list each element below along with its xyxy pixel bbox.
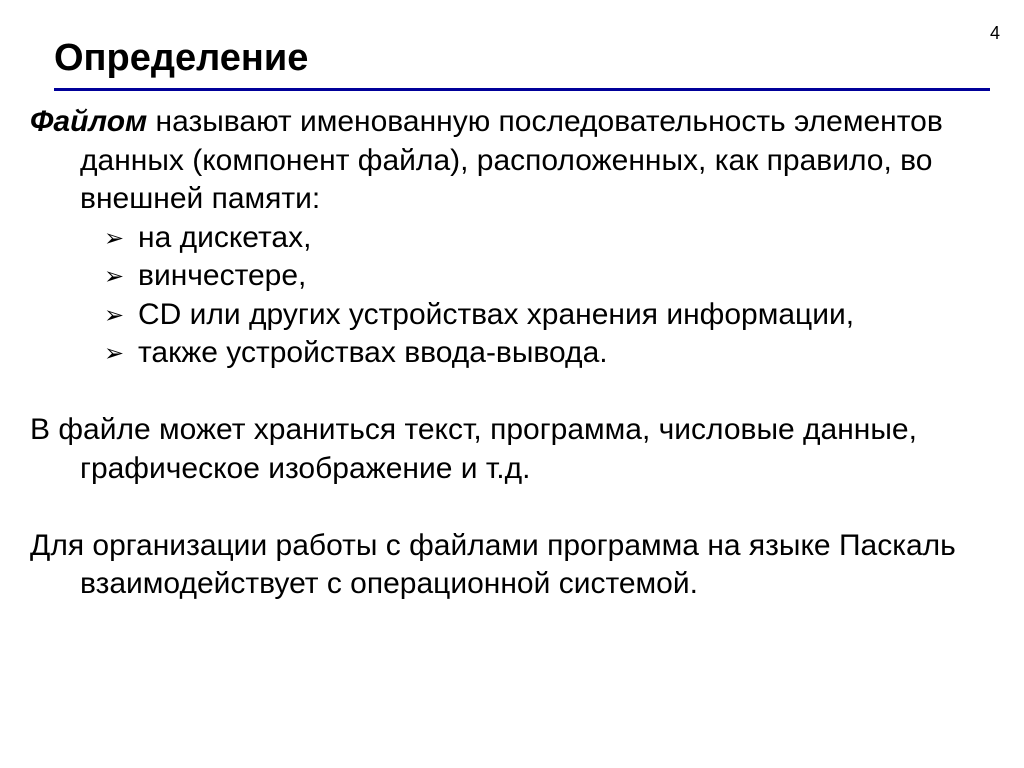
arrow-bullet-icon: ➢ [104, 300, 125, 329]
defined-term: Файлом [30, 105, 148, 138]
definition-paragraph [30, 103, 1010, 219]
arrow-bullet-icon: ➢ [104, 262, 125, 290]
file-contents-paragraph: В файле может храниться текст, программа, числовые данные, графическое изображение и т.д. [30, 413, 917, 485]
list-item-text: CD или других устройствах хранения информации, [138, 297, 855, 331]
list-item [30, 296, 1010, 335]
slide-title: Определение [54, 37, 309, 79]
definition-text: называют именованную последовательность элементов данных (компонент файла), расположенных, как правило, во внешней памяти: [80, 105, 943, 215]
list-item-text: также устройствах ввода-вывода. [138, 336, 608, 369]
arrow-bullet-icon: ➢ [104, 339, 125, 367]
list-item-text: винчестере, [138, 259, 307, 292]
slide-number: 4 [989, 23, 1000, 43]
title-underline [54, 88, 990, 91]
list-item [30, 257, 1010, 296]
storage-list [30, 219, 1010, 373]
list-item [30, 334, 1010, 373]
list-item-text: на дискетах, [138, 220, 312, 254]
os-interaction-paragraph: Для организации работы с файлами программа на языке Паскаль взаимодействует с операционной системой. [30, 528, 956, 600]
arrow-bullet-icon: ➢ [104, 223, 125, 252]
slide-content [30, 103, 1010, 604]
list-item [30, 219, 1010, 258]
